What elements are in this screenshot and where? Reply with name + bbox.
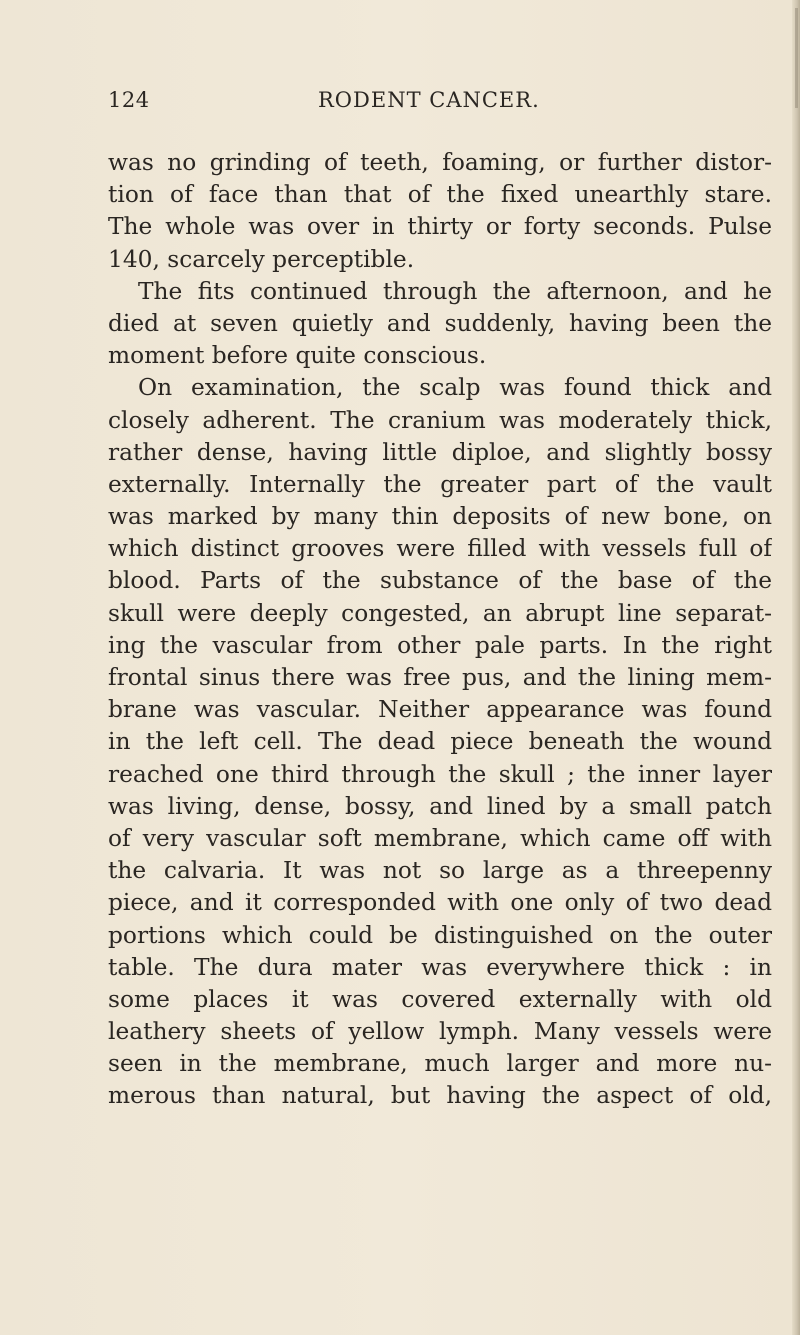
text-line: in the left cell. The dead piece beneath the wound: [108, 728, 772, 756]
text-line: table. The dura mater was everywhere thick : in: [108, 953, 772, 981]
text-line: the calvaria. It was not so large as a threepenny: [108, 857, 772, 885]
text-line: On examination, the scalp was found thick and: [138, 374, 772, 402]
text-line: was living, dense, bossy, and lined by a small patch: [108, 792, 772, 820]
page-edge: [792, 0, 800, 1335]
text-line: reached one third through the skull ; the inner layer: [108, 760, 772, 788]
text-line: was marked by many thin deposits of new bone, on: [108, 503, 772, 531]
text-line: merous than natural, but having the aspect of old,: [108, 1082, 772, 1110]
body-text: [108, 147, 772, 1113]
text-line: The whole was over in thirty or forty seconds. Pulse: [108, 213, 772, 241]
text-line: brane was vascular. Neither appearance was found: [108, 696, 772, 724]
page-edge-shadow: [795, 8, 798, 108]
page-header: [108, 88, 770, 118]
text-line: moment before quite conscious.: [108, 342, 487, 370]
text-line: of very vascular soft membrane, which came off with: [108, 824, 772, 852]
text-line: died at seven quietly and suddenly, having been the: [108, 309, 772, 337]
text-line: rather dense, having little diploe, and slightly bossy: [108, 438, 772, 466]
text-line: which distinct grooves were filled with vessels full of: [108, 535, 772, 563]
text-line: was no grinding of teeth, foaming, or further distor-: [108, 149, 772, 176]
text-line: portions which could be distinguished on the outer: [108, 921, 772, 949]
text-line: piece, and it corresponded with one only of two dead: [108, 889, 772, 917]
page-number: 124: [108, 88, 150, 112]
text-line: externally. Internally the greater part of the vault: [108, 470, 772, 498]
text-line: leathery sheets of yellow lymph. Many vessels were: [108, 1018, 772, 1046]
text-line: The fits continued through the afternoon, and he: [138, 277, 772, 305]
text-line: seen in the membrane, much larger and more nu-: [108, 1050, 772, 1078]
text-line: frontal sinus there was free pus, and the lining mem-: [108, 664, 772, 691]
running-head: RODENT CANCER.: [318, 88, 540, 112]
text-line: closely adherent. The cranium was moderately thick,: [108, 406, 772, 434]
text-line: ing the vascular from other pale parts. In the right: [108, 631, 772, 659]
text-line: tion of face than that of the fixed unearthly stare.: [108, 181, 772, 209]
text-line: blood. Parts of the substance of the base of the: [108, 567, 772, 595]
text-line: some places it was covered externally with old: [108, 985, 772, 1013]
text-line: skull were deeply congested, an abrupt line separat-: [108, 599, 772, 627]
text-line: 140, scarcely perceptible.: [108, 245, 415, 273]
